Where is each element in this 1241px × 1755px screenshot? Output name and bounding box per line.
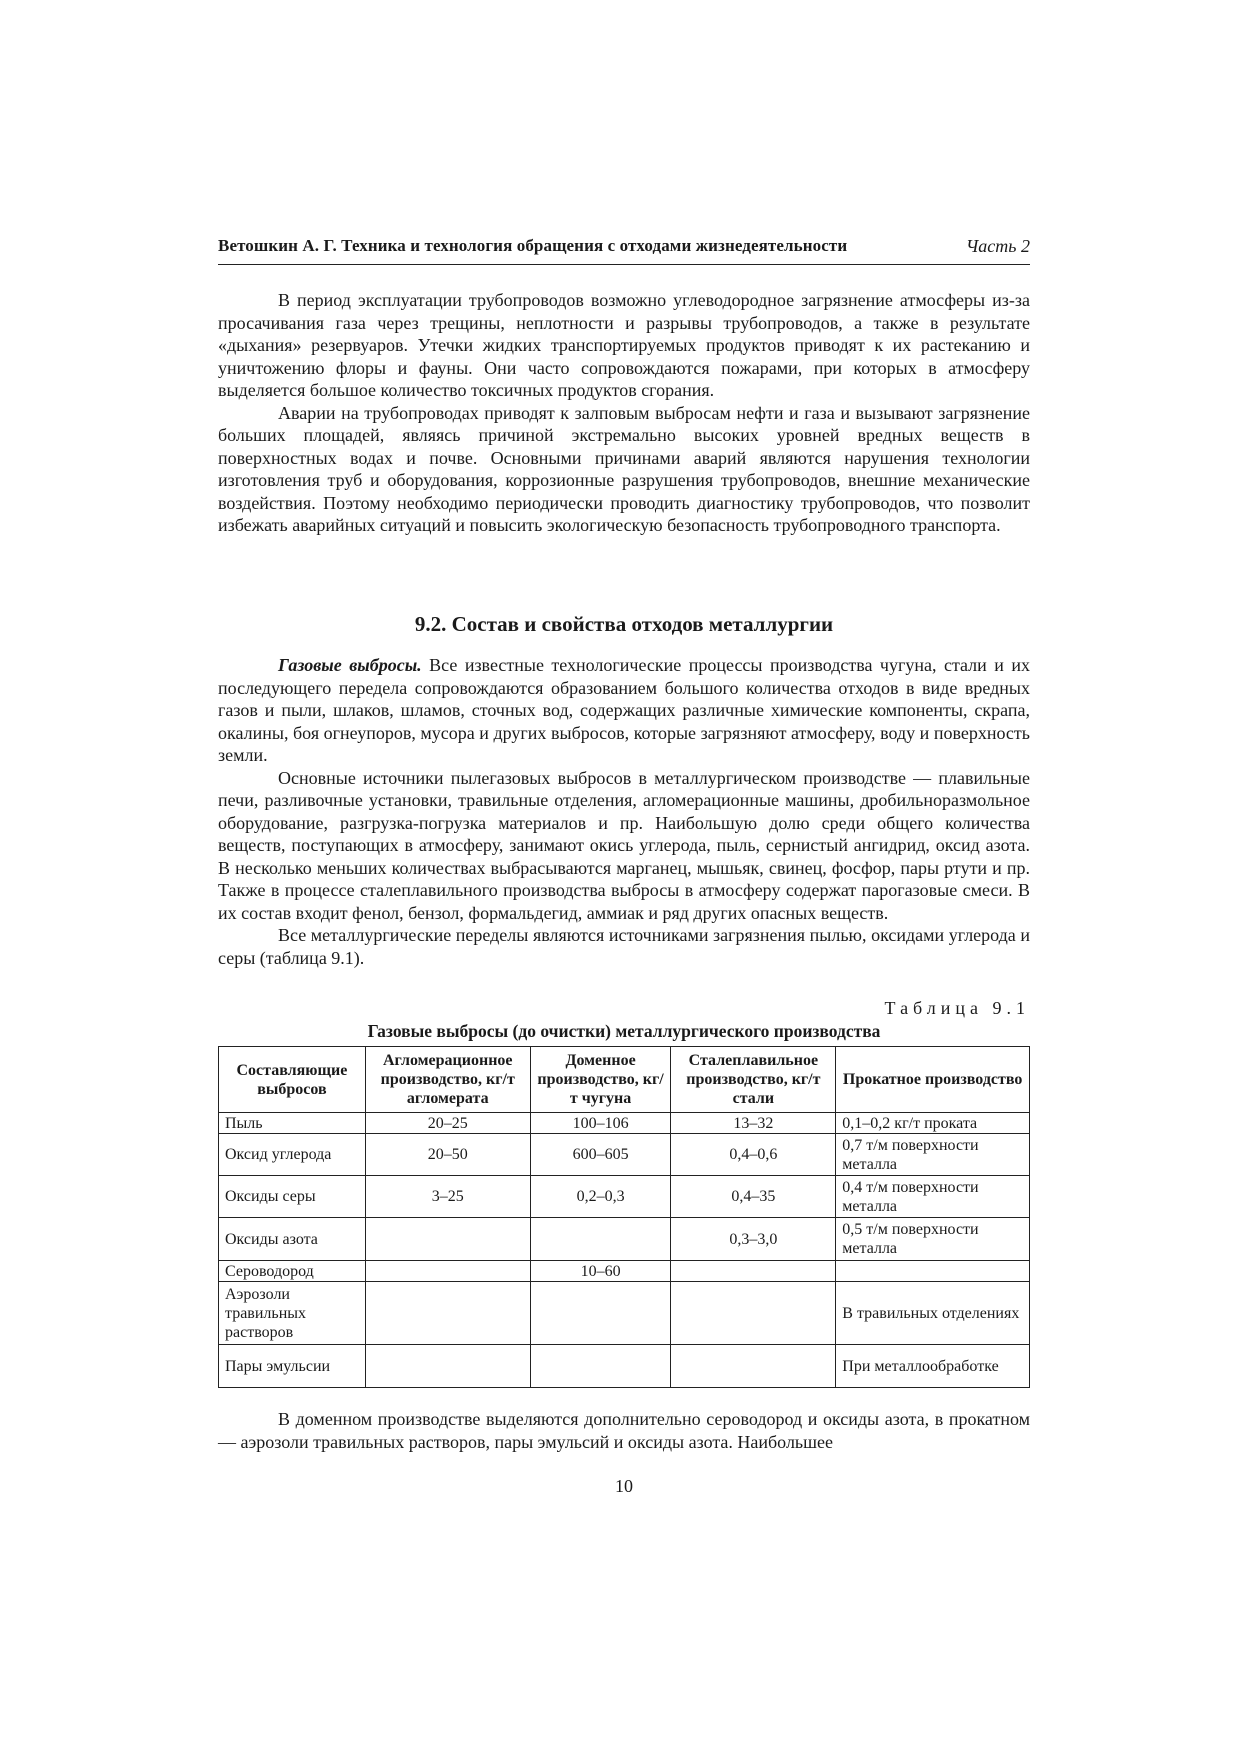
table-cell: Пары эмульсии	[219, 1345, 366, 1388]
table-cell: 13–32	[671, 1113, 836, 1134]
table-cell: Сероводород	[219, 1261, 366, 1282]
table-caption: Газовые выбросы (до очистки) металлургического производства	[367, 1021, 881, 1041]
table-row	[219, 1345, 1030, 1388]
intro-text	[218, 289, 1030, 537]
table-cell	[365, 1282, 530, 1345]
header-part: Часть 2	[965, 236, 1030, 256]
after-table-paragraph: В доменном производстве выделяются дополнительно сероводород и оксиды азота, в прокатном — аэрозоли травильных растворов, пары эмульсий и оксиды азота. Наибольшее	[218, 1409, 1030, 1452]
intro-paragraph-2: Аварии на трубопроводах приводят к залповым выбросам нефти и газа и вызывают загрязнение больших площадей, являясь причиной экстремально высоких уровней вредных веществ в поверхностных водах и почве. Основными причинами аварий являются нарушения технологии изготовления труб и оборудования, коррозионные разрушения трубопроводов, внешние механические воздействия. Поэтому необходимо периодически проводить диагностику трубопроводов, что позволит избежать аварийных ситуаций и повысить экологическую безопасность трубопроводного транспорта.	[218, 402, 1030, 535]
section-paragraph-1	[218, 654, 1030, 767]
table-row	[219, 1113, 1030, 1134]
table-cell	[530, 1345, 671, 1388]
table-header-row	[219, 1047, 1030, 1113]
table-row	[219, 1282, 1030, 1345]
table-cell: 600–605	[530, 1134, 671, 1176]
page-number: 10	[615, 1476, 633, 1496]
table-row	[219, 1134, 1030, 1176]
table-cell: 0,4 т/м поверхности металла	[836, 1176, 1030, 1218]
table-cell	[671, 1282, 836, 1345]
table-cell: Оксид углерода	[219, 1134, 366, 1176]
emissions-table	[218, 1046, 1030, 1388]
table-cell: Пыль	[219, 1113, 366, 1134]
section-paragraph-2: Основные источники пылегазовых выбросов в металлургическом производстве — плавильные печи, разливочные установки, травильные отделения, агломерационные машины, дробильноразмольное оборудование, разгрузка-погрузка материалов и пр. Наибольшую долю среди общего количества веществ, поступающих в атмосферу, занимают окись углерода, пыль, сернистый ангидрид, оксид азота. В несколько меньших количествах выбрасываются марганец, мышьяк, свинец, фосфор, пары ртути и пр. Также в процессе сталеплавильного производства выбросы в атмосферу содержат парогазовые смеси. В их состав входит фенол, бензол, формальдегид, аммиак и ряд других опасных веществ.	[218, 767, 1030, 923]
header-cell: Доменное производство, кг/т чугуна	[530, 1047, 671, 1113]
section-paragraph-1-text: Все известные технологические процессы производства чугуна, стали и их последующего передела сопровождаются образованием большого количества отходов в виде вредных газов и пыли, шлаков, шламов, сточных вод, содержащих различные химические компоненты, скрапа, окалины, боя огнеупоров, мусора и других выбросов, которые загрязняют атмосферу, воду и поверхность земли.	[218, 655, 1030, 765]
after-table-text	[218, 1408, 1030, 1453]
table-cell: 0,5 т/м поверхности металла	[836, 1218, 1030, 1261]
table-cell	[671, 1345, 836, 1388]
table-cell: Аэрозоли травильных растворов	[219, 1282, 366, 1345]
table-cell	[365, 1345, 530, 1388]
table-cell: Оксиды серы	[219, 1176, 366, 1218]
table-cell: 10–60	[530, 1261, 671, 1282]
intro-paragraph-1: В период эксплуатации трубопроводов возможно углеводородное загрязнение атмосферы из-за просачивания газа через трещины, неплотности и разрывы трубопроводов, а также в результате «дыхания» резервуаров. Утечки жидких транспортируемых продуктов приводят к их растеканию и уничтожению флоры и фауны. Они часто сопровождаются пожарами, при которых в атмосферу выделяется большое количество токсичных продуктов сгорания.	[218, 290, 1030, 400]
lead-term: Газовые выбросы.	[278, 655, 422, 675]
table-cell: 0,4–0,6	[671, 1134, 836, 1176]
table-cell: 0,3–3,0	[671, 1218, 836, 1261]
table-cell	[365, 1261, 530, 1282]
running-header	[218, 234, 1030, 265]
table-cell: 3–25	[365, 1176, 530, 1218]
table-cell	[671, 1261, 836, 1282]
header-cell: Составляющие выбросов	[219, 1047, 366, 1113]
table-cell	[530, 1218, 671, 1261]
table-cell: 0,4–35	[671, 1176, 836, 1218]
table-label: Таблица 9.1	[884, 998, 1030, 1018]
table-cell: 0,7 т/м поверхности металла	[836, 1134, 1030, 1176]
table-row	[219, 1261, 1030, 1282]
section-title: 9.2. Состав и свойства отходов металлургии	[414, 612, 834, 636]
table-cell	[365, 1218, 530, 1261]
table-row	[219, 1218, 1030, 1261]
header-title: Ветошкин А. Г. Техника и технология обращения с отходами жизнедеятельности	[218, 236, 848, 255]
section-text	[218, 654, 1030, 969]
table-cell: При металлообработке	[836, 1345, 1030, 1388]
table-cell	[836, 1261, 1030, 1282]
header-cell: Сталеплавильное производство, кг/т стали	[671, 1047, 836, 1113]
table-cell: Оксиды азота	[219, 1218, 366, 1261]
table-cell: В травильных отделениях	[836, 1282, 1030, 1345]
table-cell: 20–25	[365, 1113, 530, 1134]
section-paragraph-3: Все металлургические переделы являются источниками загрязнения пылью, оксидами углерода и серы (таблица 9.1).	[218, 925, 1030, 968]
table-cell	[530, 1282, 671, 1345]
table-cell: 0,2–0,3	[530, 1176, 671, 1218]
header-cell: Прокатное производство	[836, 1047, 1030, 1113]
table-row	[219, 1176, 1030, 1218]
table-cell: 0,1–0,2 кг/т проката	[836, 1113, 1030, 1134]
header-cell: Агломерационное производство, кг/т агломерата	[365, 1047, 530, 1113]
table-cell: 20–50	[365, 1134, 530, 1176]
table-cell: 100–106	[530, 1113, 671, 1134]
